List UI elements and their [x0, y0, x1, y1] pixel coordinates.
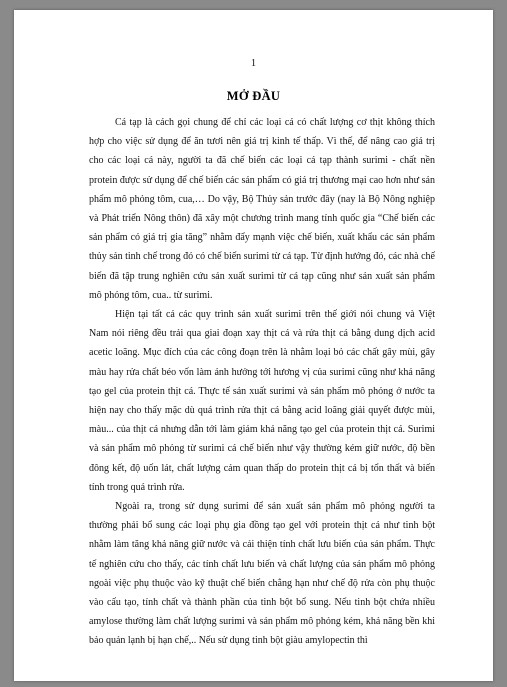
paragraph: Cá tạp là cách gọi chung để chỉ các loại cá có chất lượng cơ thịt không thích hợp cho việc sử dụng để ăn tươi nên giá trị kinh tế thấp. Vì thế, để nâng cao giá trị cho các loại cá này, người ta đã chế biến các loại cá tạp thành surimi - chất nền protein được sử dụng để chế biến các sản phẩm có giá trị thương mại cao hơn như sản phẩm mô phỏng tôm, cua,… Do vậy, Bộ Thủy sản trước đây (nay là Bộ Nông nghiệp và Phát triển Nông thôn) đã xây một chương trình mang tính quốc gia “Chế biến các sản phẩm có giá trị gia tăng” nhằm đẩy mạnh việc chế biến, xuất khẩu các sản phẩm thủy sản tinh chế trong đó có chế biến surimi từ cá tạp. Từ định hướng đó, các nhà chế biến đã tập trung nghiên cứu sản xuất surimi từ cá tạp cũng như sản xuất sản phẩm mô phỏng tôm, cua.. từ surimi. [89, 117, 435, 301]
paragraph: Hiện tại tất cả các quy trình sản xuất surimi trên thế giới nói chung và Việt Nam nói riêng đều trải qua giai đoạn xay thịt cá và rửa thịt cá bằng dung dịch acid acetic loãng. Mục đích của các công đoạn trên là nhằm loại bỏ các chất gây mùi, gây màu hay rửa chất béo vốn làm ảnh hưởng tới hương vị của surimi cũng như khả năng tạo gel của protein thịt cá. Thực tế sản xuất surimi và sản phẩm mô phỏng ở nước ta hiện nay cho thấy mặc dù quá trình rửa thịt cá bằng acid loãng giải quyết được mùi, màu... của thịt cá nhưng dẫn tới làm giảm khả năng tạo gel của protein thịt cá. Surimi và sản phẩm mô phỏng từ surimi cá chế biến như vậy thường kém giữ nước, độ bền đông kết, độ uốn lát, chất lượng cảm quan thấp do protein thịt cá bị tổn thất và biến tính trong quá trình rửa. [89, 309, 435, 493]
page-number: 1 [250, 58, 257, 69]
paragraph: Ngoài ra, trong sử dụng surimi để sản xuất sản phẩm mô phỏng người ta thường phải bổ sung các loại phụ gia đồng tạo gel với protein thịt cá như tinh bột nhằm làm tăng khả năng giữ nước và cải thiện tính chất lưu biến của sản phẩm. Thực tế nghiên cứu cho thấy, các tính chất lưu biến và chất lượng của sản phẩm mô phỏng ngoài việc phụ thuộc vào kỹ thuật chế biến chẳng hạn như chế độ rửa còn phụ thuộc vào cấu tạo, tính chất và thành phần của tinh bột bổ sung. Nếu tinh bột chứa nhiều amylose thường làm chất lượng surimi và sản phẩm mô phỏng kém, khả năng bền khi bảo quản lạnh bị hạn chế,.. Nếu sử dụng tinh bột giàu amylopectin thì [89, 501, 435, 647]
document-page [14, 10, 493, 681]
document-body [89, 113, 435, 651]
page-title: MỞ ĐẦU [226, 89, 281, 103]
